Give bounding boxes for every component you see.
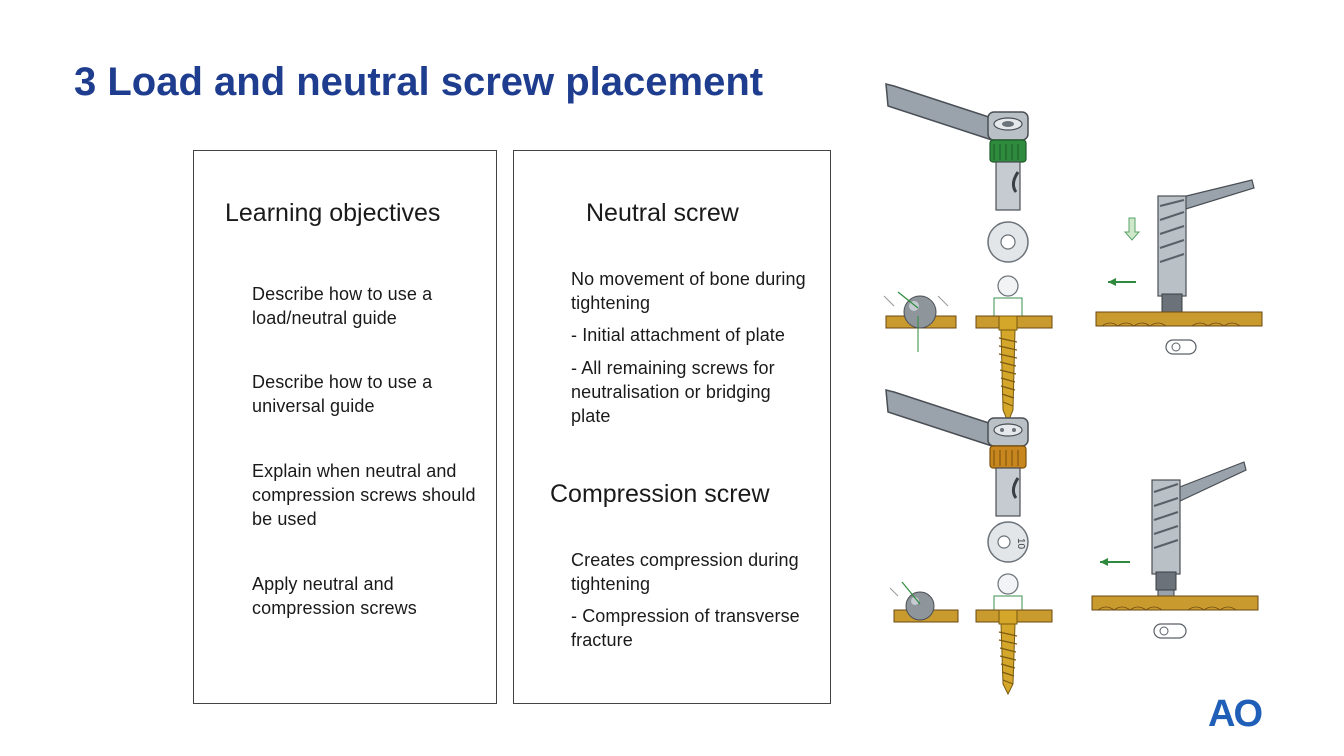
neutral-screw-use: - Initial attachment of plate <box>571 325 786 345</box>
neutral-screw-heading: Neutral screw <box>586 199 739 227</box>
logo-text: AO <box>1208 693 1261 732</box>
objective-item: Explain when neutral and compression screws should be used <box>252 461 476 529</box>
neutral-screw-use: - All remaining screws for neutralisation or bridging plate <box>571 358 775 426</box>
neutral-screw-description: No movement of bone during tightening <box>571 269 806 313</box>
compression-screw-heading: Compression screw <box>550 480 770 508</box>
screw-types-box <box>513 150 831 704</box>
compression-screw-use: - Compression of transverse fracture <box>571 606 800 650</box>
ao-logo <box>1208 692 1274 732</box>
objective-item: Apply neutral and compression screws <box>252 574 417 618</box>
learning-objectives-heading: Learning objectives <box>225 199 441 227</box>
neutral-screw-illustration <box>884 84 1262 422</box>
learning-objectives-box <box>193 150 497 704</box>
slide-title: 3 Load and neutral screw placement <box>74 60 764 104</box>
objective-item: Describe how to use a universal guide <box>252 372 433 416</box>
compression-screw-description: Creates compression during tightening <box>571 550 799 594</box>
compression-screw-illustration <box>886 390 1258 694</box>
screw-placement-illustration <box>880 80 1280 700</box>
guide-label: 10 <box>1015 538 1026 550</box>
objective-item: Describe how to use a load/neutral guide <box>252 284 433 328</box>
